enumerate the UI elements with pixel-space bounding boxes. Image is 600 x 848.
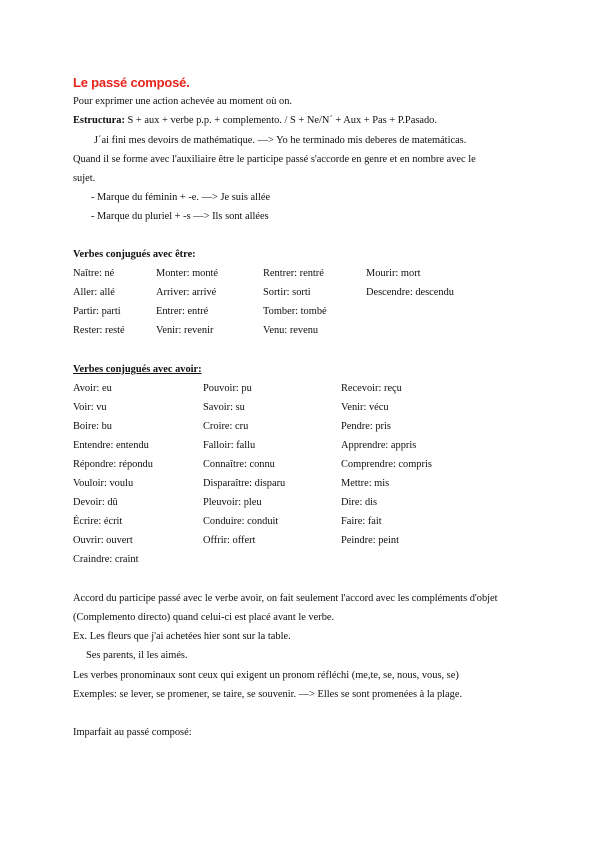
imparfait-heading: Imparfait au passé composé: [73,727,192,738]
avoir-cell: Apprendre: appris [341,440,417,451]
rule-line-2: sujet. [73,173,96,184]
avoir-cell: Offrir: offert [203,535,256,546]
estructura-line [73,114,437,127]
etre-cell: Tomber: tombé [263,306,327,317]
etre-cell: Descendre: descendu [366,287,454,298]
bullet-feminin: - Marque du féminin + -e. —> Je suis allée [91,192,271,203]
etre-cell: Rentrer: rentré [263,268,324,279]
page-title: Le passé composé. [73,75,190,90]
pronominaux-line-1: Les verbes pronominaux sont ceux qui exigent un pronom réfléchi (me,te, se, nous, vous, se) [73,670,459,681]
intro-line: Pour exprimer une action achevée au moment où on. [73,96,292,107]
avoir-cell: Écrire: écrit [73,516,123,527]
avoir-cell: Entendre: entendu [73,440,149,451]
etre-cell: Aller: allé [73,287,115,298]
avoir-cell: Pendre: pris [341,421,391,432]
etre-cell: Mourir: mort [366,268,421,279]
avoir-cell: Répondre: répondu [73,459,153,470]
avoir-cell: Recevoir: reçu [341,383,402,394]
accord-line-1: Accord du participe passé avec le verbe avoir, on fait seulement l'accord avec les compléments d'objet [73,593,498,604]
estructura-text: S + aux + verbe p.p. + complemento. / S + Ne/N´ + Aux + Pas + P.Pasado. [124,115,437,126]
accord-line-2: (Complemento directo) quand celui-ci est placé avant le verbe. [73,612,335,623]
etre-cell: Sortir: sorti [263,287,311,298]
avoir-cell: Ouvrir: ouvert [73,535,133,546]
estructura-label: Estructura: [73,115,125,126]
etre-cell: Partir: parti [73,306,121,317]
avoir-cell: Boire: bu [73,421,112,432]
pronominaux-line-2: Exemples: se lever, se promener, se taire, se souvenir. —> Elles se sont promenées à la plage. [73,689,463,700]
avoir-cell: Pleuvoir: pleu [203,497,262,508]
avoir-cell: Vouloir: voulu [73,478,134,489]
avoir-cell: Faire: fait [341,516,382,527]
etre-cell: Arriver: arrivé [156,287,217,298]
avoir-cell: Disparaître: disparu [203,478,286,489]
avoir-cell: Savoir: su [203,402,245,413]
etre-cell: Venir: revenir [156,325,214,336]
bullet-pluriel: - Marque du pluriel + -s —> Ils sont allées [91,211,269,222]
rule-line-1: Quand il se forme avec l'auxiliaire être le participe passé s'accorde en genre et en nombre avec le [73,154,476,165]
avoir-cell: Avoir: eu [73,383,112,394]
avoir-cell: Voir: vu [73,402,107,413]
etre-cell: Monter: monté [156,268,219,279]
avoir-cell: Venir: vécu [341,402,389,413]
etre-cell: Rester: resté [73,325,125,336]
avoir-cell: Mettre: mis [341,478,390,489]
etre-cell: Entrer: entré [156,306,209,317]
avoir-cell: Devoir: dû [73,497,118,508]
etre-heading: Verbes conjugués avec être: [73,249,196,260]
accord-example-2: Ses parents, il les aimés. [86,650,188,661]
avoir-cell: Croire: cru [203,421,249,432]
accord-example-1: Ex. Les fleurs que j'ai achetées hier sont sur la table. [73,631,291,642]
avoir-cell: Peindre: peint [341,535,400,546]
avoir-cell: Connaître: connu [203,459,275,470]
avoir-cell: Craindre: craint [73,554,139,565]
example-line: J´ai fini mes devoirs de mathématique. —> Yo he terminado mis deberes de matemáticas. [94,135,467,146]
avoir-cell: Dire: dis [341,497,378,508]
etre-cell: Venu: revenu [263,325,319,336]
avoir-cell: Comprendre: compris [341,459,432,470]
avoir-cell: Pouvoir: pu [203,383,252,394]
avoir-cell: Conduire: conduit [203,516,279,527]
avoir-cell: Falloir: fallu [203,440,256,451]
etre-cell: Naître: né [73,268,115,279]
avoir-heading: Verbes conjugués avec avoir: [73,364,202,375]
